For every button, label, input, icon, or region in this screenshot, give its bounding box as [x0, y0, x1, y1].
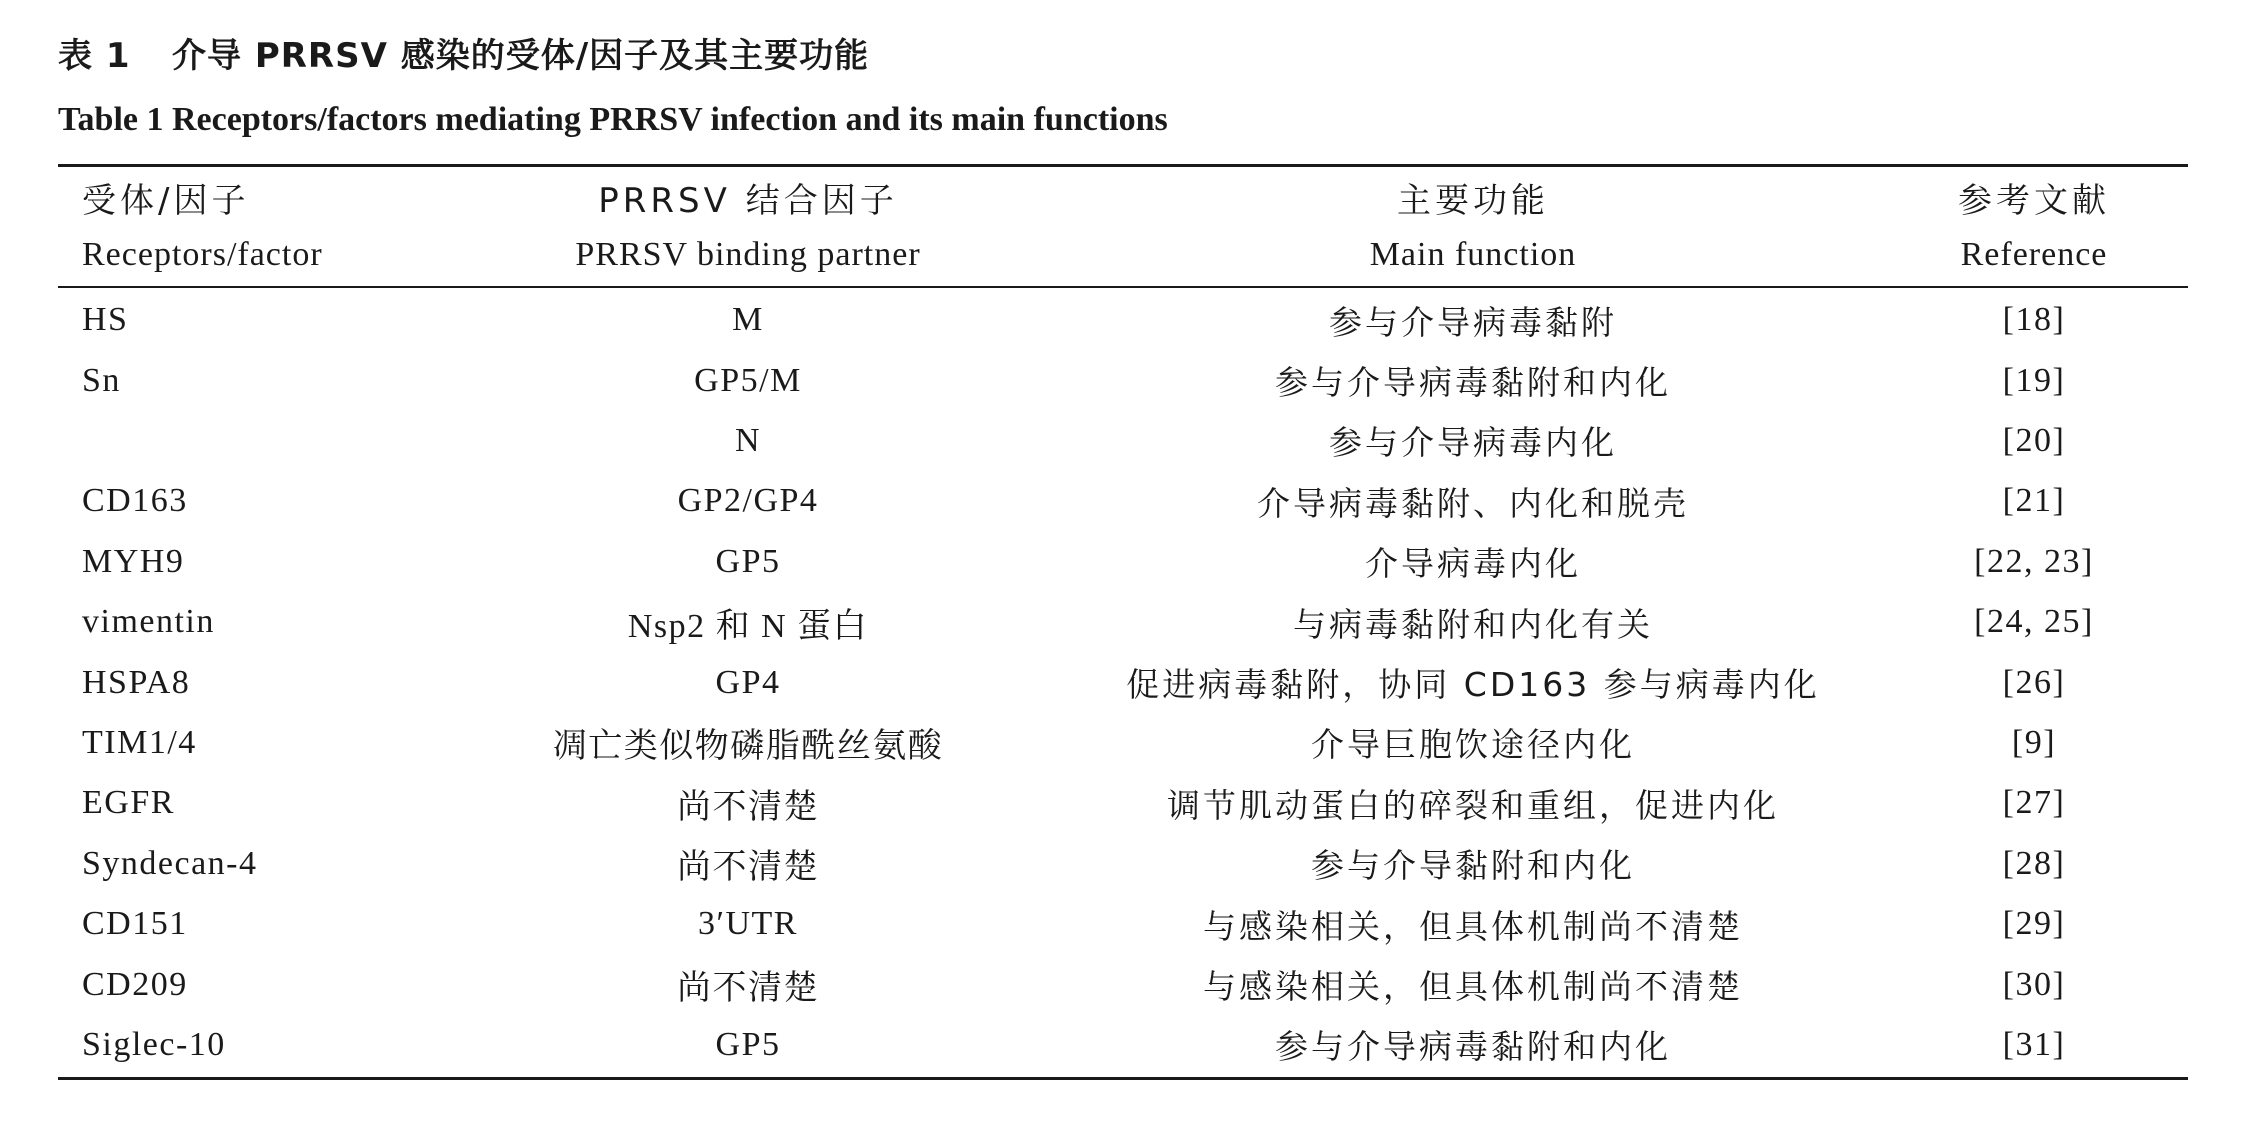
cell-reference: [31] [2002, 1025, 2066, 1063]
table-label-cn: 表 1 [58, 36, 131, 76]
table-caption-cn [58, 28, 869, 84]
cell-partner: 3′UTR [698, 905, 798, 943]
table-header-rule [58, 286, 2188, 288]
cell-partner: 尚不清楚 [677, 970, 819, 1008]
cell-receptor: CD209 [82, 965, 188, 1003]
cell-reference: [24, 25] [1974, 603, 2094, 641]
cell-function: 与病毒黏附和内化有关 [1293, 604, 1653, 644]
cell-reference: [19] [2002, 361, 2066, 399]
cell-function: 介导病毒黏附、内化和脱壳 [1257, 483, 1689, 523]
cell-receptor: TIM1/4 [82, 723, 197, 761]
cell-receptor: CD151 [82, 905, 188, 943]
table-row [58, 592, 2188, 652]
header-partner-cn: PRRSV 结合因子 [598, 180, 898, 221]
header-reference-en: Reference [1960, 236, 2108, 273]
table-caption-en [58, 92, 1168, 148]
cell-partner: 凋亡类似物磷脂酰丝氨酸 [552, 728, 944, 766]
cell-partner: GP5 [715, 1025, 781, 1063]
cell-function: 介导巨胞饮途径内化 [1311, 725, 1635, 765]
table-body [58, 290, 2188, 1075]
cell-receptor [82, 411, 482, 471]
table-row [58, 471, 2188, 531]
table-top-rule [58, 164, 2188, 167]
cell-receptor: vimentin [82, 603, 215, 641]
table-row [58, 532, 2188, 592]
cell-function: 介导病毒内化 [1365, 544, 1581, 584]
cell-reference: [28] [2002, 844, 2066, 882]
table-header [58, 168, 2188, 285]
cell-receptor: Syndecan-4 [82, 844, 258, 882]
table-row [58, 954, 2188, 1014]
cell-function: 参与介导病毒内化 [1329, 423, 1617, 463]
cell-function: 与感染相关，但具体机制尚不清楚 [1203, 906, 1743, 946]
cell-reference: [22, 23] [1974, 542, 2094, 580]
cell-partner: Nsp2 和 N 蛋白 [627, 607, 869, 645]
cell-receptor: EGFR [82, 784, 175, 822]
header-reference-cn: 参考文献 [1958, 180, 2110, 221]
cell-reference: [29] [2002, 905, 2066, 943]
header-receptor-en: Receptors/factor [82, 236, 323, 273]
cell-function: 参与介导病毒黏附和内化 [1275, 1027, 1671, 1067]
header-row-en [58, 226, 2188, 284]
cell-reference: [18] [2002, 301, 2066, 339]
table-row [58, 290, 2188, 350]
table-title-cn: 介导 PRRSV 感染的受体/因子及其主要功能 [172, 36, 870, 76]
cell-reference: [20] [2002, 421, 2066, 459]
table-label-en: Table 1 [58, 101, 164, 138]
header-function-cn: 主要功能 [1397, 180, 1549, 221]
cell-partner: GP5/M [694, 361, 802, 399]
cell-receptor: Siglec-10 [82, 1025, 226, 1063]
cell-partner: GP4 [715, 663, 781, 701]
header-partner-en: PRRSV binding partner [575, 236, 921, 273]
cell-reference: [26] [2002, 663, 2066, 701]
cell-partner: N [734, 421, 762, 459]
header-receptor-cn: 受体/因子 [82, 180, 250, 221]
table-row [58, 411, 2188, 471]
table-title-en: Receptors/factors mediating PRRSV infection and its main functions [172, 101, 1168, 138]
table-row [58, 834, 2188, 894]
cell-receptor: MYH9 [82, 542, 185, 580]
table-row [58, 350, 2188, 410]
cell-reference: [30] [2002, 965, 2066, 1003]
cell-receptor: Sn [82, 361, 121, 399]
table-row [58, 713, 2188, 773]
table-bottom-rule [58, 1077, 2188, 1080]
table-row [58, 773, 2188, 833]
cell-reference: [27] [2002, 784, 2066, 822]
table-row [58, 894, 2188, 954]
cell-function: 促进病毒黏附，协同 CD163 参与病毒内化 [1126, 665, 1820, 705]
header-function-en: Main function [1369, 236, 1577, 273]
cell-receptor: HS [82, 301, 129, 339]
cell-function: 参与介导病毒黏附 [1329, 302, 1617, 342]
cell-function: 与感染相关，但具体机制尚不清楚 [1203, 967, 1743, 1007]
cell-partner: 尚不清楚 [677, 849, 819, 887]
cell-partner: M [732, 301, 764, 339]
cell-receptor: HSPA8 [82, 663, 191, 701]
cell-function: 参与介导病毒黏附和内化 [1275, 363, 1671, 403]
cell-partner: GP2/GP4 [677, 482, 819, 520]
header-row-cn [58, 168, 2188, 226]
cell-reference: [21] [2002, 482, 2066, 520]
table-row [58, 652, 2188, 712]
table-row [58, 1015, 2188, 1075]
cell-partner: GP5 [715, 542, 781, 580]
cell-reference: [9] [2011, 723, 2057, 761]
cell-receptor: CD163 [82, 482, 188, 520]
cell-partner: 尚不清楚 [677, 788, 819, 826]
cell-function: 调节肌动蛋白的碎裂和重组，促进内化 [1167, 785, 1779, 825]
cell-function: 参与介导黏附和内化 [1311, 846, 1635, 886]
